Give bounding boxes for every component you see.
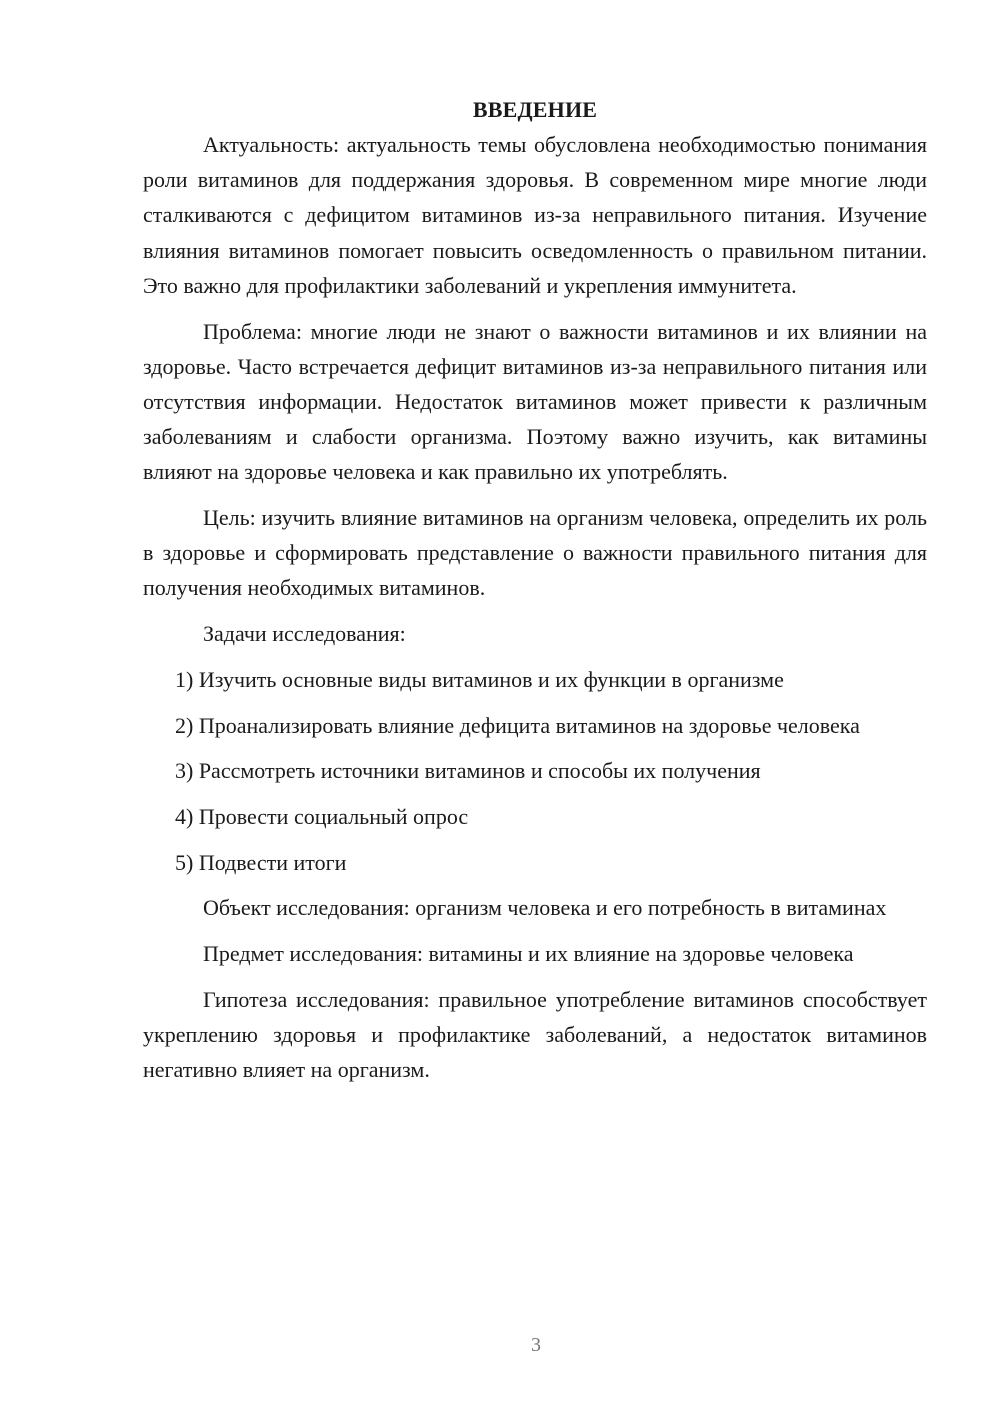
page-number: 3 [531, 1334, 541, 1356]
paragraph-problem: Проблема: многие люди не знают о важности витаминов и их влиянии на здоровье. Часто встречается дефицит витаминов из-за неправильного питания или отсутствия информации. Недостаток витаминов может привести к различным заболеваниям и слабости организма. Поэтому важно изучить, как витамины влияют на здоровье человека и как правильно их употреблять. [143, 318, 927, 485]
paragraph-subject: Предмет исследования: витамины и их влияние на здоровье человека [203, 941, 854, 967]
paragraph-relevance: Актуальность: актуальность темы обусловлена необходимостью понимания роли витаминов для поддержания здоровья. В современном мире многие люди сталкиваются с дефицитом витаминов из-за неправильного питания. Изучение влияния витаминов помогает повысить осведомленность о правильном питании. Это важно для профилактики заболеваний и укрепления иммунитета. [143, 132, 927, 298]
list-item-task-4: 4) Провести социальный опрос [175, 803, 469, 829]
paragraph-goal: Цель: изучить влияние витаминов на организм человека, определить их роль в здоровье и сформировать представление о важности правильного питания для получения необходимых витаминов. [143, 505, 927, 601]
list-item-task-1: 1) Изучить основные виды витаминов и их функции в организме [175, 666, 784, 692]
tasks-heading: Задачи исследования: [203, 621, 406, 647]
list-item-task-2: 2) Проанализировать влияние дефицита витаминов на здоровье человека [175, 712, 860, 738]
list-item-task-5: 5) Подвести итоги [175, 849, 347, 875]
document-page [143, 92, 927, 1098]
paragraph-hypothesis: Гипотеза исследования: правильное употребление витаминов способствует укреплению здоровья и профилактике заболеваний, а недостаток витаминов негативно влияет на организм. [143, 986, 927, 1083]
page-title: ВВЕДЕНИЕ [472, 97, 598, 122]
paragraph-object: Объект исследования: организм человека и его потребность в витаминах [203, 895, 887, 921]
list-item-task-3: 3) Рассмотреть источники витаминов и способы их получения [175, 758, 761, 784]
